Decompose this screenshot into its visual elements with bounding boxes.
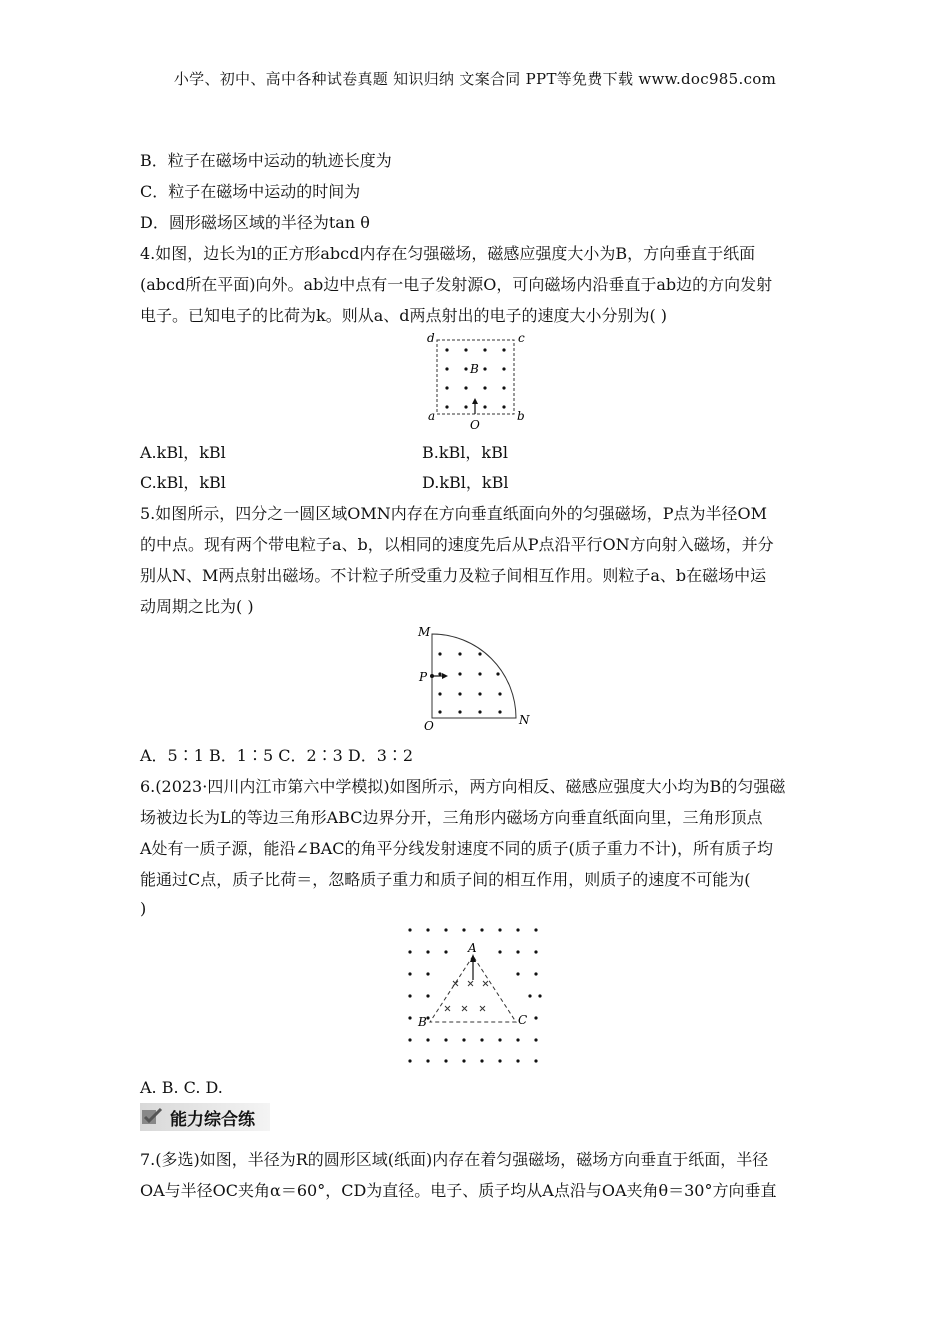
q5-stem-line-4: 动周期之比为( ) <box>140 597 254 616</box>
q5-stem-line-2: 的中点。现有两个带电粒子a、b，以相同的速度先后从P点沿平行ON方向射入磁场，并分 <box>140 535 774 554</box>
q4-square-field-figure <box>420 332 530 432</box>
q4-label-b: b <box>517 409 525 423</box>
q5-stem-line-3: 别从N、M两点射出磁场。不计粒子所受重力及粒子间相互作用。则粒子a、b在磁场中运 <box>140 566 767 585</box>
q6-options: A. B. C. D. <box>140 1078 223 1097</box>
q4-label-d: d <box>427 332 435 345</box>
q5-label-O: O <box>424 719 434 732</box>
q4-stem-line-2: (abcd所在平面)向外。ab边中点有一电子发射源O，可向磁场内沿垂直于ab边的方向发射 <box>140 275 773 294</box>
q6-stem-line-1: 6.(2023·四川内江市第六中学模拟)如图所示，两方向相反、磁感应强度大小均为B的匀强磁 <box>140 777 786 796</box>
q6-label-A: A <box>468 941 477 955</box>
section-heading <box>140 1103 255 1131</box>
section-title: 能力综合练 <box>170 1109 255 1130</box>
page-header: 小学、初中、高中各种试卷真题 知识归纳 文案合同 PPT等免费下载 www.doc985.com <box>173 70 777 88</box>
q4-stem-line-1: 4.如图，边长为l的正方形abcd内存在匀强磁场，磁感应强度大小为B，方向垂直于纸面 <box>140 244 756 263</box>
q4-label-c: c <box>518 332 525 345</box>
q6-inner-field-crosses <box>445 981 488 1011</box>
q4-label-a: a <box>428 409 436 423</box>
q6-stem-line-4: 能通过C点，质子比荷＝，忽略质子重力和质子间的相互作用，则质子的速度不可能为( <box>140 870 751 889</box>
q5-label-M: M <box>418 625 431 639</box>
q5-label-N: N <box>519 713 530 727</box>
q6-label-B: B <box>418 1015 427 1029</box>
q7-stem-line-1: 7.(多选)如图，半径为R的圆形区域(纸面)内存在着匀强磁场，磁场方向垂直于纸面，半径 <box>140 1150 769 1169</box>
q4-option-c: C.kBl，kBl <box>140 473 226 492</box>
q3-option-d: D．圆形磁场区域的半径为tan θ <box>140 213 370 232</box>
q4-option-d: D.kBl，kBl <box>422 473 509 492</box>
q5-options: A．5∶1 B．1∶5 C．2∶3 D．3∶2 <box>140 746 414 765</box>
q6-triangle-field-figure <box>400 920 550 1070</box>
q3-option-c: C．粒子在磁场中运动的时间为 <box>140 182 361 201</box>
q4-option-a: A.kBl，kBl <box>140 443 226 462</box>
q6-stem-line-5: ) <box>140 899 147 918</box>
q4-label-O: O <box>470 418 480 432</box>
q7-stem-line-2: OA与半径OC夹角α＝60°，CD为直径。电子、质子均从A点沿与OA夹角θ＝30°方向垂直 <box>140 1181 777 1200</box>
q3-option-b: B．粒子在磁场中运动的轨迹长度为 <box>140 151 392 170</box>
q4-stem-line-3: 电子。已知电子的比荷为k。则从a、d两点射出的电子的速度大小分别为( ) <box>140 306 668 325</box>
q4-option-b: B.kBl，kBl <box>422 443 508 462</box>
q4-label-B: B <box>470 362 479 376</box>
q5-label-P: P <box>419 670 428 684</box>
q6-stem-line-3: A处有一质子源，能沿∠BAC的角平分线发射速度不同的质子(质子重力不计)，所有质子均 <box>140 839 774 858</box>
q5-stem-line-1: 5.如图所示，四分之一圆区域OMN内存在方向垂直纸面向外的匀强磁场，P点为半径OM <box>140 504 768 523</box>
checkmark-icon <box>140 1106 164 1128</box>
q5-field-dots <box>438 652 501 713</box>
q5-quarter-circle-figure <box>412 622 542 732</box>
q6-label-C: C <box>518 1013 528 1027</box>
q6-stem-line-2: 场被边长为L的等边三角形ABC边界分开，三角形内磁场方向垂直纸面向里，三角形顶点 <box>140 808 763 827</box>
